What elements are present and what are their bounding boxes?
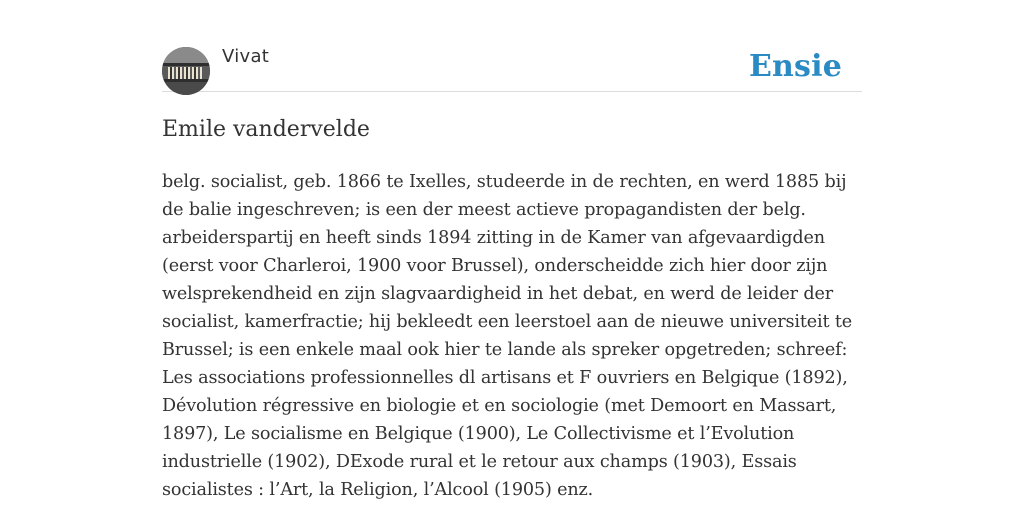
entry-title: Emile vandervelde (162, 117, 370, 142)
page-content (162, 0, 862, 500)
page-header (162, 0, 862, 92)
brand-logo[interactable]: Ensie (748, 49, 842, 84)
author-avatar[interactable] (162, 47, 210, 95)
author-name[interactable]: Vivat (222, 46, 270, 67)
entry-body: belg. socialist, geb. 1866 te Ixelles, studeerde in de rechten, en werd 1885 bij de balie ingeschreven; is een der meest actieve propagandisten der belg. arbeiderspartij en heeft sinds 1894 zitting in de Kamer van afgevaardigden (eerst voor Charleroi, 1900 voor Brussel), onderscheidde zich hier door zijn welsprekendheid en zijn slagvaardigheid in het debat, en werd de leider der socialist, kamerfractie; hij bekleedt een leerstoel aan de nieuwe universiteit te Brussel; is een enkele maal ook hier te lande als spreker opgetreden; schreef: Les associations professionnelles dl artisans et F ouvriers en Belgique (1892), Dévolution régressive en biologie et en sociologie (met Demoort en Massart, 1897), Le socialisme en Belgique (1900), Le Collectivisme et l’Evolution industrielle (1902), DExode rural et le retour aux champs (1903), Essais socialistes : l’Art, la Religion, l’Alcool (1905) enz. (162, 172, 853, 500)
bookshelf-icon (162, 47, 210, 95)
